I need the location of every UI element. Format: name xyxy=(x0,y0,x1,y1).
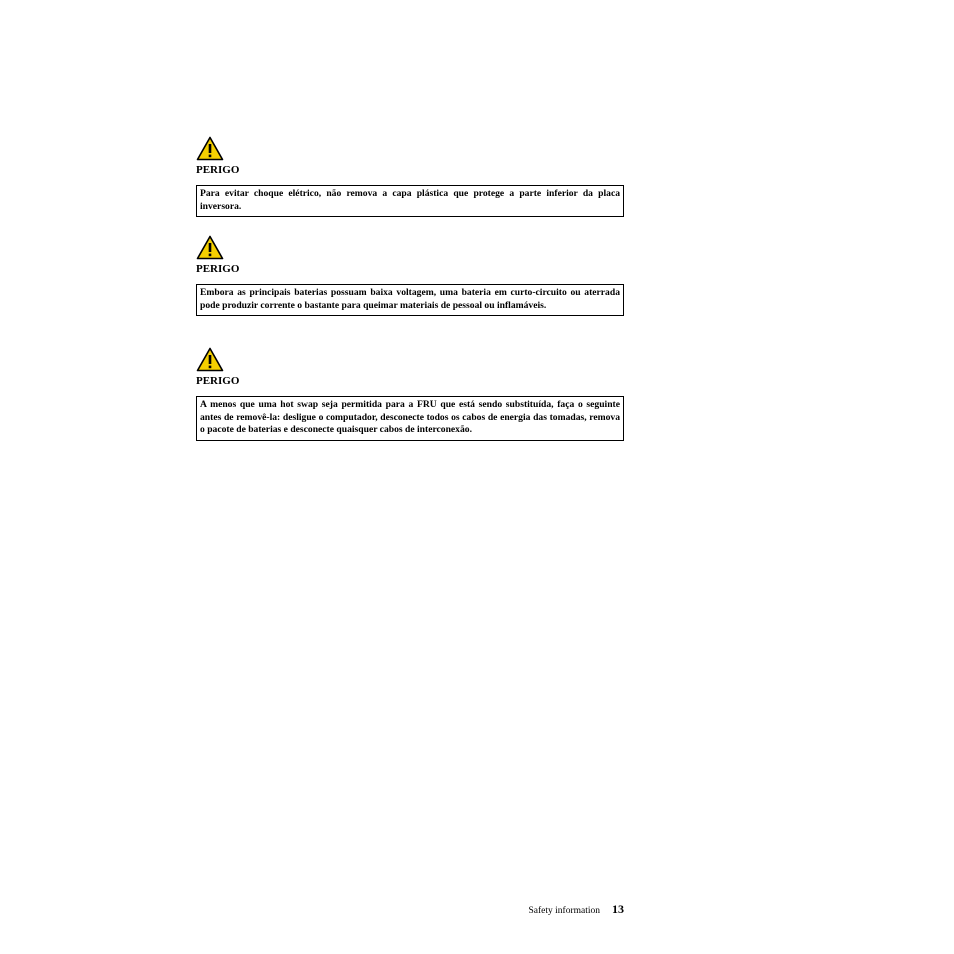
page-footer xyxy=(196,902,624,918)
notice-text-box: Para evitar choque elétrico, não remova a capa plástica que protege a parte inferior da placa inversora. xyxy=(196,185,624,217)
warning-triangle-icon xyxy=(196,136,224,161)
danger-label: PERIGO xyxy=(196,375,240,387)
notice-text-box: A menos que uma hot swap seja permitida para a FRU que está sendo substituída, faça o seguinte antes de removê-la: desligue o computador, desconecte todos os cabos de energia das tomadas, remova o pacote de baterias e desconecte quaisquer cabos de interconexão. xyxy=(196,396,624,441)
danger-label: PERIGO xyxy=(196,263,240,275)
notice-text-box: Embora as principais baterias possuam baixa voltagem, uma bateria em curto-circuito ou aterrada pode produzir corrente o bastante para queimar materiais de pessoal ou inflamáveis. xyxy=(196,284,624,316)
warning-triangle-icon xyxy=(196,347,224,372)
danger-notice-1 xyxy=(196,136,624,217)
warning-triangle-icon xyxy=(196,235,224,260)
danger-notice-3 xyxy=(196,347,624,441)
page-number: 13 xyxy=(612,902,624,916)
danger-label: PERIGO xyxy=(196,164,240,176)
footer-section-title: Safety information xyxy=(528,906,600,916)
danger-notice-2 xyxy=(196,235,624,316)
